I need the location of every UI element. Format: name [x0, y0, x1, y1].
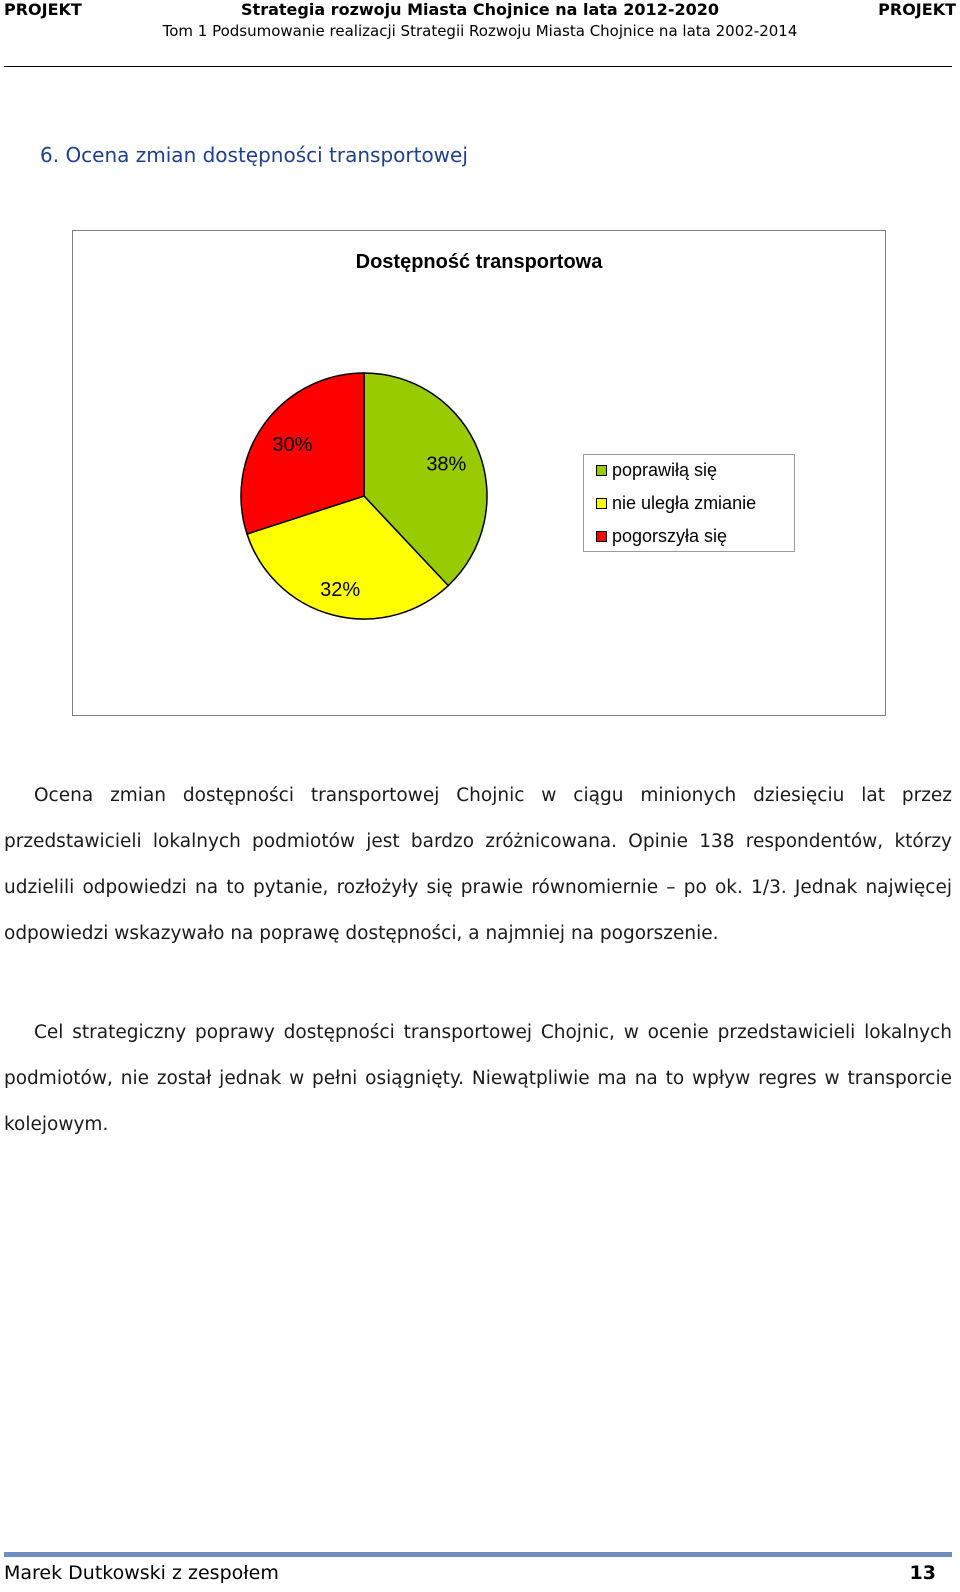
chart-frame	[72, 230, 886, 716]
legend-swatch	[596, 498, 607, 509]
legend-item-improved	[596, 460, 717, 481]
legend-label: pogorszyła się	[612, 526, 728, 546]
paragraph-2: Cel strategiczny poprawy dostępności transportowej Chojnic, w ocenie przedstawicieli lokalnych podmiotów, nie został jednak w pełni osiągnięty. Niewątpliwie ma na to wpływ regres w transporcie kolejowym.	[4, 1022, 952, 1135]
legend-swatch	[596, 465, 607, 476]
header-subtitle: Tom 1 Podsumowanie realizacji Strategii Rozwoju Miasta Chojnice na lata 2002-2014	[162, 22, 798, 40]
section-title: 6. Ocena zmian dostępności transportowej	[40, 143, 468, 167]
header-left-label: PROJEKT	[4, 0, 82, 19]
footer-rule	[4, 1552, 952, 1557]
legend-swatch	[596, 531, 607, 542]
legend-item-worsened	[596, 526, 727, 547]
header-title: Strategia rozwoju Miasta Chojnice na lata 2012-2020	[241, 0, 719, 19]
pie-label-0: 38%	[426, 453, 467, 476]
legend-label: nie uległa zmianie	[612, 493, 757, 513]
header-right-label: PROJEKT	[878, 0, 956, 19]
footer-author: Marek Dutkowski z zespołem	[4, 1562, 279, 1584]
page-number: 13	[909, 1562, 936, 1584]
pie-label-2: 30%	[272, 433, 313, 456]
legend-item-unchanged	[596, 493, 756, 514]
pie-label-1: 32%	[320, 578, 361, 601]
chart-title: Dostępność transportowa	[355, 251, 603, 273]
legend-label: poprawiłą się	[612, 460, 718, 480]
header-rule	[4, 66, 952, 67]
chart-legend	[583, 454, 795, 552]
paragraph-1: Ocena zmian dostępności transportowej Chojnic w ciągu minionych dziesięciu lat przez przedstawicieli lokalnych podmiotów jest bardzo zróżnicowana. Opinie 138 respondentów, którzy udzielili odpowiedzi na to pytanie, rozłożyły się prawie równomiernie – po ok. 1/3. Jednak najwięcej odpowiedzi wskazywało na poprawę dostępności, a najmniej na pogorszenie.	[4, 785, 952, 944]
